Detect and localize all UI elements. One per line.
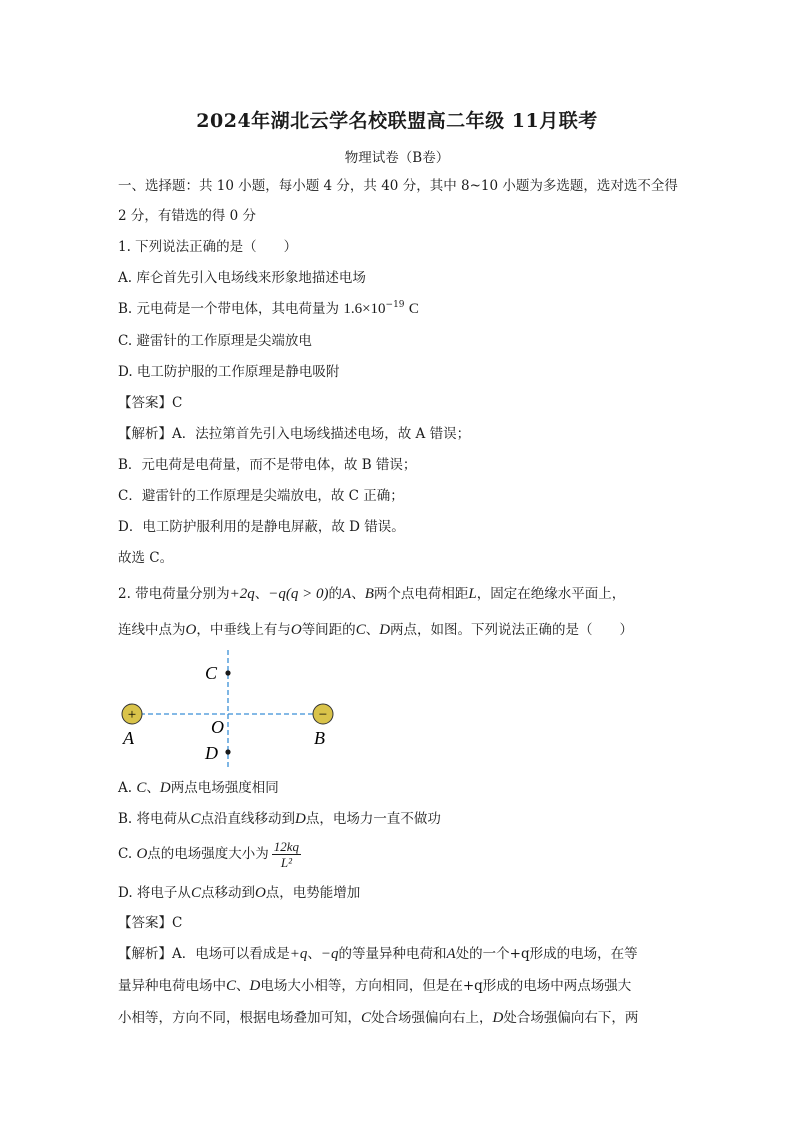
q2-charge-plus: +q (289, 946, 308, 962)
q2-var-o: O (136, 846, 148, 862)
q2-var-o: O (254, 885, 266, 901)
page-title: 2024年湖北云学名校联盟高二年级 11月联考 (196, 110, 598, 132)
charge-b-sign: − (318, 707, 328, 723)
q2-text: 点沿直线移动到 (200, 811, 296, 827)
q2-text: 电场大小相等，方向相同，但是在+q形成的电场中两点场强大 (260, 978, 632, 994)
q1-answer: 【答案】C (118, 395, 183, 411)
q2-text: 两点，如图。下列说法正确的是（ ） (390, 622, 634, 638)
label-a: A (123, 728, 134, 748)
fraction-denominator: L² (280, 855, 292, 870)
q1-option-b-unit: C (408, 301, 419, 317)
q2-text: 两个点电荷相距 (373, 586, 469, 602)
q2-charge-minus: −q (320, 946, 339, 962)
q1-explanation-3: C．避雷针的工作原理是尖端放电，故 C 正确； (118, 488, 404, 504)
q2-var-c: C (355, 622, 366, 638)
q2-text: 小相等，方向不同，根据电场叠加可知， (118, 1010, 361, 1026)
q2-var-d: D (159, 780, 171, 796)
section-instructions-line1: 一、选择题：共 10 小题，每小题 4 分，共 40 分，其中 8~10 小题为多选题，选对选不全得 (118, 178, 678, 194)
q2-text: D. 将电子从 (118, 885, 191, 901)
q1-stem: 1. 下列说法正确的是（ ） (118, 239, 298, 255)
q1-option-b (118, 300, 683, 318)
q2-text: B. 将电荷从 (118, 811, 191, 827)
q2-text: 、 (146, 780, 160, 796)
q2-var-d: D (492, 1010, 504, 1026)
q2-var-a: A (446, 946, 456, 962)
label-d: D (205, 743, 218, 763)
q1-option-b-exponent: −19 (385, 300, 405, 310)
q2-text: ，固定在绝缘水平面上， (476, 586, 626, 602)
q2-text: 点，电势能增加 (265, 885, 361, 901)
q2-text: 处的一个+q形成的电场，在等 (455, 946, 638, 962)
q2-var-c: C (136, 780, 147, 796)
label-o: O (211, 717, 224, 737)
q2-text: 处合场强偏向右上， (371, 1010, 493, 1026)
q1-explanation-5: 故选 C。 (118, 550, 174, 566)
q2-text: 的 (328, 586, 343, 602)
q2-text: 点，电场力一直不做功 (305, 811, 441, 827)
q2-text: 2. 带电荷量分别为 (118, 586, 230, 602)
q2-text: 量异种电荷电场中 (118, 978, 226, 994)
q2-text: 、 (236, 978, 250, 994)
q2-option-b (118, 810, 683, 828)
q2-var-c: C (190, 811, 201, 827)
q2-text: 、 (351, 586, 365, 602)
section-instructions-line2: 2 分，有错选的得 0 分 (118, 208, 257, 224)
q2-explanation-3 (118, 1009, 683, 1027)
q2-text: ，中垂线上有与 (196, 622, 291, 638)
charge-a-sign: + (127, 707, 137, 723)
q2-text: C. (118, 846, 133, 862)
q2-condition: (q > 0) (285, 586, 329, 602)
point-c-dot (225, 670, 230, 675)
q2-var-o: O (185, 622, 197, 638)
q2-stem-line2 (118, 621, 683, 639)
q1-explanation-1: 【解析】A．法拉第首先引入电场线描述电场，故 A 错误； (118, 426, 471, 442)
q1-option-d: D. 电工防护服的工作原理是静电吸附 (118, 364, 340, 380)
q1-option-b-text: B. 元电荷是一个带电体，其电荷量为 (118, 301, 340, 317)
q2-var-d: D (295, 811, 306, 827)
q2-var-o: O (290, 622, 302, 638)
q1-option-c: C. 避雷针的工作原理是尖端放电 (118, 333, 312, 349)
q2-var-c: C (361, 1010, 372, 1026)
q2-text: 点的电场强度大小为 (147, 846, 269, 862)
charge-diagram (112, 646, 352, 771)
q2-text: 连线中点为 (118, 622, 186, 638)
q2-var-l: L (468, 586, 477, 602)
q2-var-c: C (226, 978, 237, 994)
q2-var-b: B (364, 586, 374, 602)
q2-option-c (118, 838, 683, 870)
q2-text: 、 (254, 586, 269, 602)
q2-explanation-1 (118, 945, 683, 963)
q2-charge-minus: −q (268, 586, 286, 602)
point-d-dot (225, 749, 230, 754)
q2-field-fraction (272, 839, 301, 870)
q2-text: 、 (307, 946, 321, 962)
q1-option-a: A. 库仑首先引入电场线来形象地描述电场 (118, 270, 366, 286)
label-b: B (314, 728, 325, 748)
page-subtitle: 物理试卷（B卷） (344, 150, 450, 166)
q1-explanation-4: D．电工防护服利用的是静电屏蔽，故 D 错误。 (118, 519, 405, 535)
q2-text: 处合场强偏向右下，两 (503, 1010, 639, 1026)
q2-option-a (118, 779, 683, 797)
q2-var-d: D (379, 622, 391, 638)
q2-var-c: C (190, 885, 201, 901)
q2-text: 点移动到 (200, 885, 255, 901)
label-c: C (205, 663, 218, 683)
q2-var-a: A (342, 586, 352, 602)
q2-var-d: D (249, 978, 261, 994)
q2-charge-plus: +2q (229, 586, 255, 602)
q2-explanation-2 (118, 977, 683, 995)
q2-text: 两点电场强度相同 (170, 780, 279, 796)
q2-text: 、 (365, 622, 380, 638)
q1-explanation-2: B．元电荷是电荷量，而不是带电体，故 B 错误； (118, 457, 417, 473)
q2-text: 【解析】A．电场可以看成是 (118, 946, 290, 962)
q1-option-b-mantissa: 1.6×10 (343, 301, 386, 317)
fraction-numerator: 12kq (273, 839, 300, 854)
q2-stem-line1 (118, 585, 683, 603)
q2-answer: 【答案】C (118, 915, 183, 931)
q2-text: 等间距的 (301, 622, 356, 638)
q2-text: A. (118, 780, 133, 796)
q2-option-d (118, 884, 683, 902)
q2-text: 的等量异种电荷和 (338, 946, 447, 962)
